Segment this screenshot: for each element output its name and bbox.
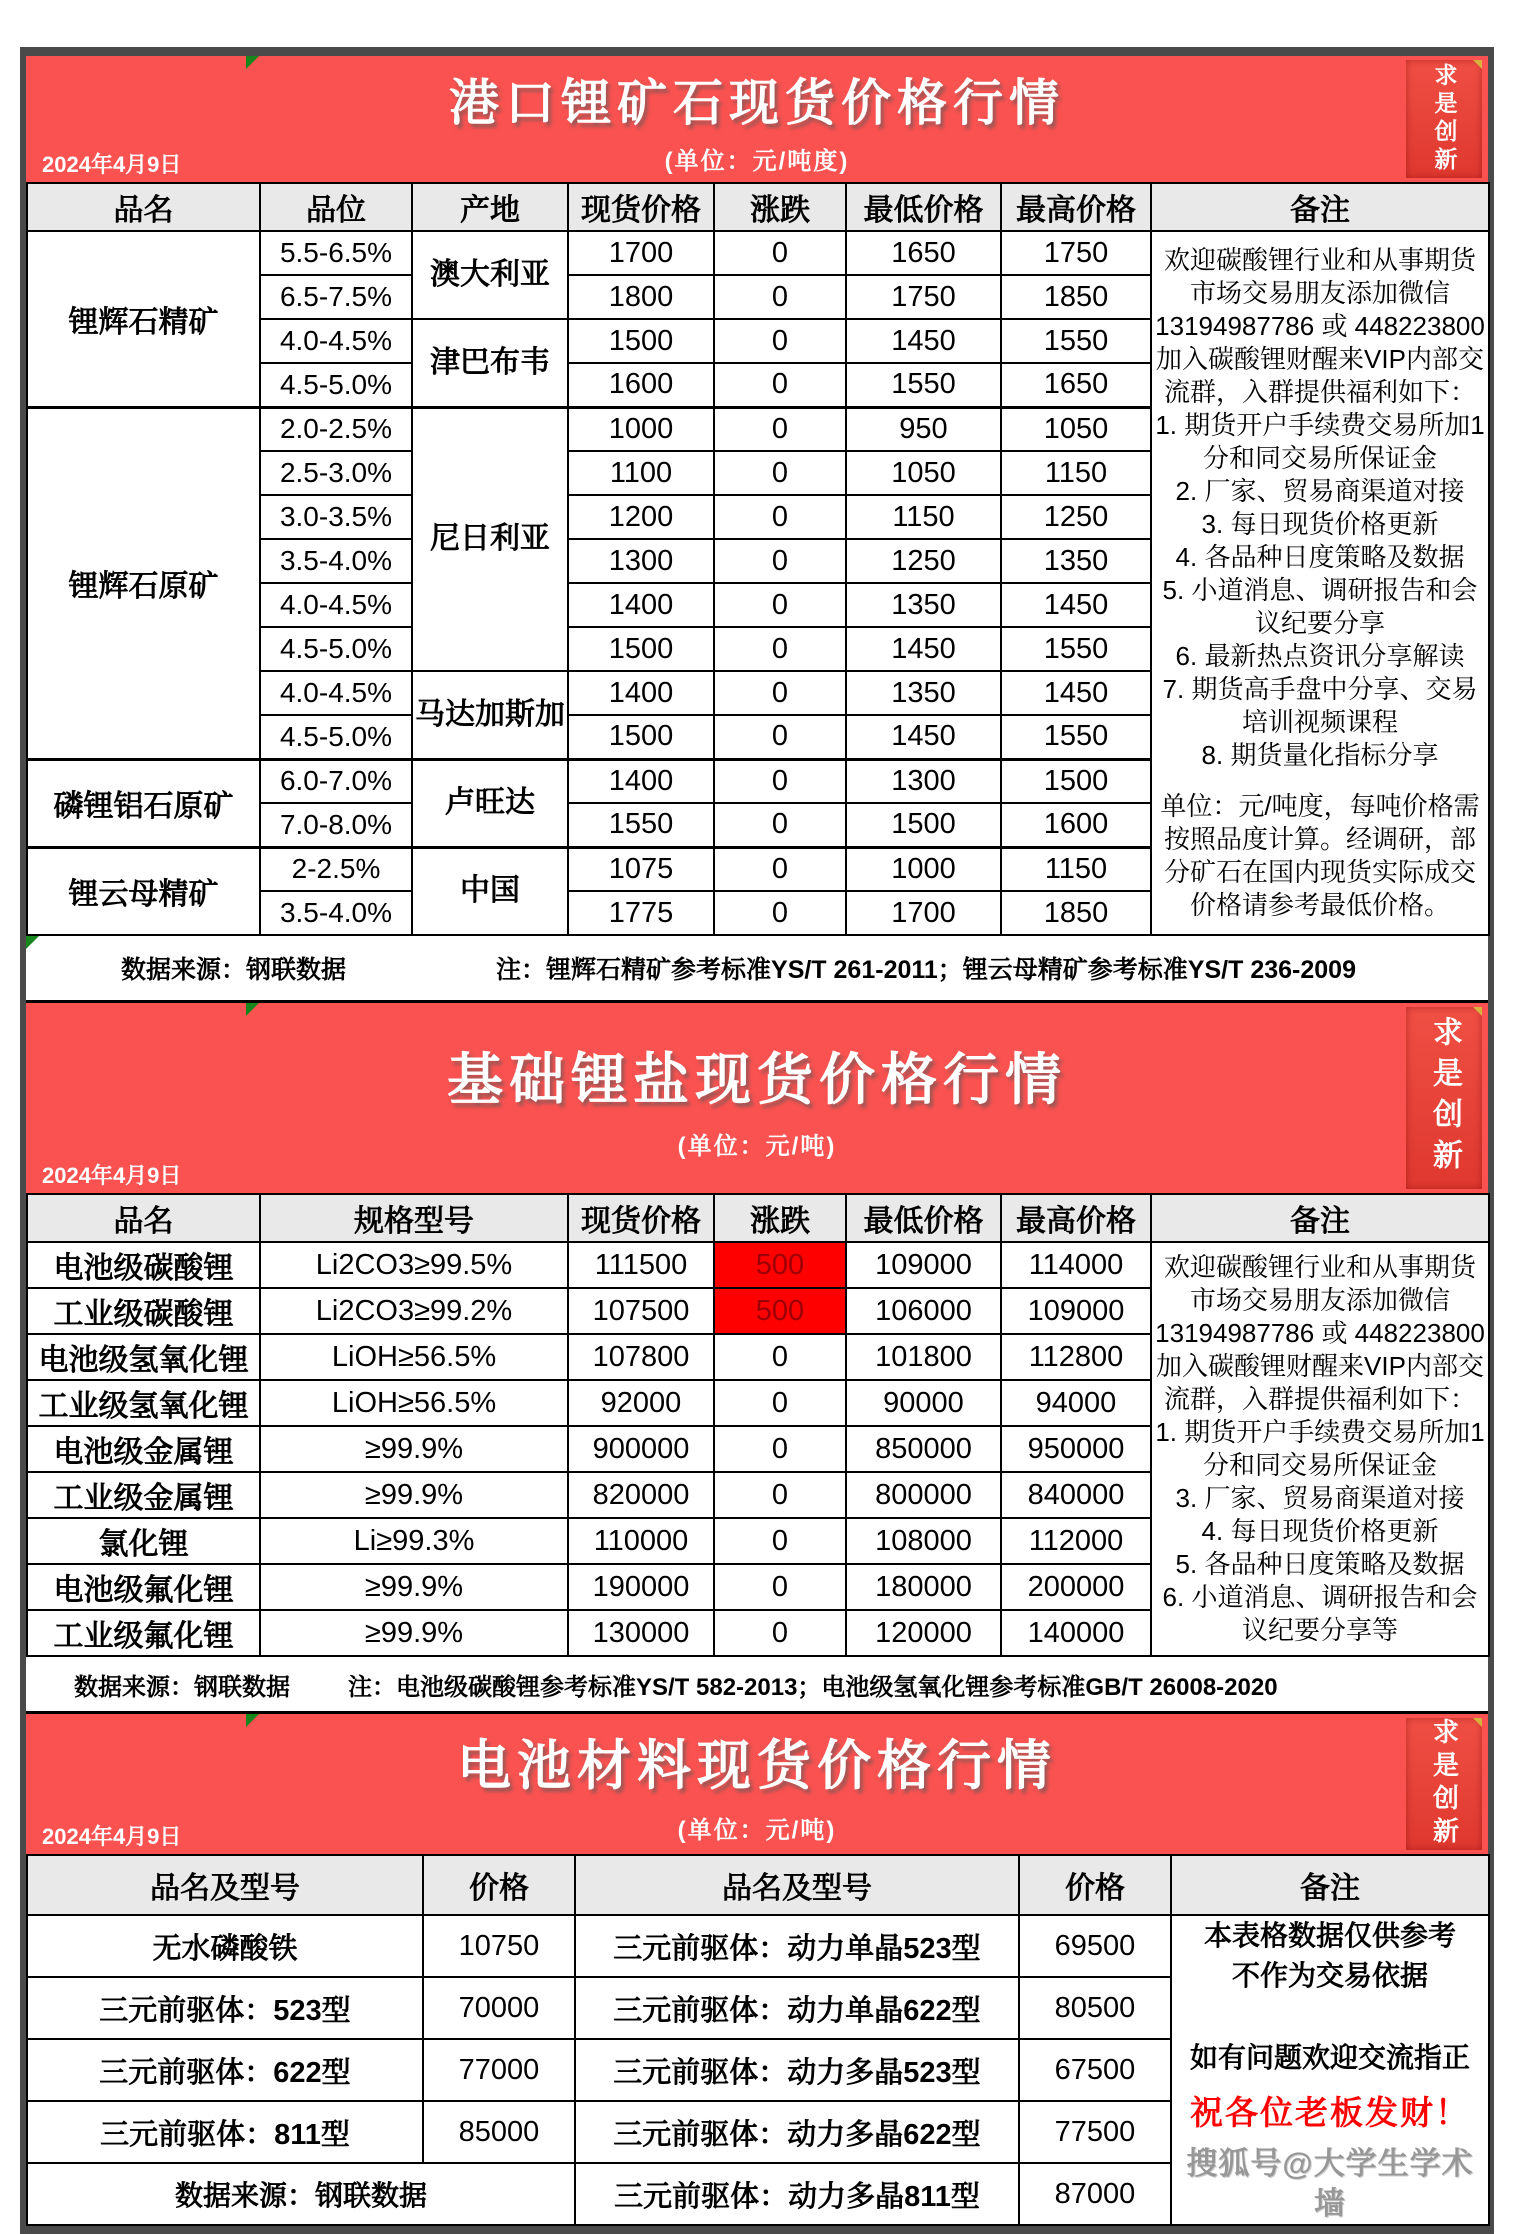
col-low: 最低价格 (846, 1194, 1001, 1242)
table-header-row (27, 1194, 1489, 1242)
change-cell: 500 (714, 1242, 846, 1288)
price-cell: 900000 (568, 1426, 714, 1472)
product-name-cell: 工业级碳酸锂 (27, 1288, 260, 1334)
remark-line: 1. 期货开户手续费交易所加1分和同交易所保证金 (1155, 1417, 1485, 1480)
excel-flag-icon (246, 1714, 259, 1727)
remark-line: 本表格数据仅供参考 (1203, 1920, 1456, 1951)
price-cell: 1200 (568, 495, 714, 539)
data-source: 数据来源：钢联数据 (27, 2163, 575, 2225)
section3-date: 2024年4月9日 (42, 1824, 182, 1849)
low-cell: 1700 (846, 891, 1001, 935)
change-cell: 0 (714, 231, 846, 275)
high-cell: 1550 (1001, 319, 1151, 363)
product-name-cell: 三元前驱体：动力单晶622型 (575, 1977, 1019, 2039)
qiushi-chuangxin-seal (1406, 1718, 1482, 1850)
change-cell: 0 (714, 407, 846, 451)
col-high: 最高价格 (1001, 1194, 1151, 1242)
section2-banner (26, 1003, 1488, 1193)
battery-material-table (26, 1854, 1490, 2226)
remark-line: 13194987786 或 448223800 (1155, 311, 1485, 341)
grade-cell: 4.5-5.0% (260, 627, 412, 671)
low-cell: 120000 (846, 1610, 1001, 1656)
high-cell: 1500 (1001, 759, 1151, 803)
origin-cell: 尼日利亚 (412, 407, 568, 671)
low-cell: 1350 (846, 671, 1001, 715)
low-cell: 180000 (846, 1564, 1001, 1610)
change-cell: 0 (714, 363, 846, 407)
product-name-cell: 电池级金属锂 (27, 1426, 260, 1472)
section2-title: 基础锂盐现货价格行情 (447, 1047, 1067, 1111)
grade-cell: 3.5-4.0% (260, 539, 412, 583)
product-name-cell: 三元前驱体：动力多晶523型 (575, 2039, 1019, 2101)
remark-line: 7. 期货高手盘中分享、交易培训视频课程 (1162, 674, 1478, 737)
high-cell: 200000 (1001, 1564, 1151, 1610)
product-name-cell: 电池级氢氧化锂 (27, 1334, 260, 1380)
change-cell: 0 (714, 759, 846, 803)
low-cell: 1750 (846, 275, 1001, 319)
change-cell: 0 (714, 583, 846, 627)
section3-unit: (单位：元/吨) (677, 1817, 837, 1844)
data-source: 数据来源：钢联数据 (74, 1673, 290, 1701)
remark-cell (1171, 1915, 1489, 2225)
product-name-cell: 三元前驱体：动力多晶622型 (575, 2101, 1019, 2163)
spec-cell: ≥99.9% (260, 1426, 568, 1472)
standard-note: 注：锂辉石精矿参考标准YS/T 261-2011；锂云母精矿参考标准YS/T 236-2009 (496, 956, 1356, 984)
product-name-cell: 工业级氢氧化锂 (27, 1380, 260, 1426)
col-origin: 产地 (412, 183, 568, 231)
qiushi-chuangxin-seal (1406, 60, 1482, 178)
high-cell: 1850 (1001, 275, 1151, 319)
remark-line: 4. 各品种日度策略及数据 (1175, 542, 1465, 572)
spec-cell: LiOH≥56.5% (260, 1334, 568, 1380)
grade-cell: 6.0-7.0% (260, 759, 412, 803)
section3-title: 电池材料现货价格行情 (457, 1736, 1057, 1796)
change-cell: 0 (714, 627, 846, 671)
change-cell: 0 (714, 451, 846, 495)
col-price-left: 价格 (423, 1855, 575, 1915)
price-cell: 70000 (423, 1977, 575, 2039)
col-grade: 品位 (260, 183, 412, 231)
product-name-cell: 锂辉石原矿 (27, 407, 260, 759)
price-cell: 1075 (568, 847, 714, 891)
product-name-cell: 工业级氟化锂 (27, 1610, 260, 1656)
price-cell: 1500 (568, 319, 714, 363)
price-cell: 10750 (423, 1915, 575, 1977)
high-cell: 1150 (1001, 451, 1151, 495)
grade-cell: 5.5-6.5% (260, 231, 412, 275)
change-cell: 500 (714, 1288, 846, 1334)
section1-unit: (单位：元/吨度) (664, 147, 850, 175)
remark-line: 3. 厂家、贸易商渠道对接 (1175, 1483, 1465, 1513)
price-cell: 85000 (423, 2101, 575, 2163)
grade-cell: 7.0-8.0% (260, 803, 412, 847)
grade-cell: 2.0-2.5% (260, 407, 412, 451)
price-cell: 77000 (423, 2039, 575, 2101)
col-note: 备注 (1151, 1194, 1489, 1242)
high-cell: 1250 (1001, 495, 1151, 539)
remark-line: 6. 小道消息、调研报告和会议纪要分享等 (1162, 1582, 1478, 1645)
price-cell: 67500 (1019, 2039, 1171, 2101)
grade-cell: 4.0-4.5% (260, 319, 412, 363)
product-name-cell: 三元前驱体：动力多晶811型 (575, 2163, 1019, 2225)
high-cell: 140000 (1001, 1610, 1151, 1656)
section1-banner (26, 56, 1488, 182)
high-cell: 114000 (1001, 1242, 1151, 1288)
remark-cell (1151, 1242, 1489, 1656)
price-cell: 1100 (568, 451, 714, 495)
spec-cell: Li2CO3≥99.5% (260, 1242, 568, 1288)
high-cell: 109000 (1001, 1288, 1151, 1334)
low-cell: 108000 (846, 1518, 1001, 1564)
col-note: 备注 (1171, 1855, 1489, 1915)
col-spec: 规格型号 (260, 1194, 568, 1242)
change-cell: 0 (714, 275, 846, 319)
grade-cell: 6.5-7.5% (260, 275, 412, 319)
excel-flag-icon (246, 1003, 259, 1016)
seal-text: 求是创新 (1427, 1016, 1462, 1180)
high-cell: 1050 (1001, 407, 1151, 451)
spec-cell: ≥99.9% (260, 1564, 568, 1610)
col-note: 备注 (1151, 183, 1489, 231)
change-cell: 0 (714, 1334, 846, 1380)
low-cell: 1450 (846, 715, 1001, 759)
price-cell: 1775 (568, 891, 714, 935)
remark-line: 单位：元/吨度，每吨价格需按照品度计算。经调研，部分矿石在国内现货实际成交价格请参考最低价格。 (1160, 791, 1480, 920)
remark-line: 6. 最新热点资讯分享解读 (1175, 641, 1465, 671)
low-cell: 1300 (846, 759, 1001, 803)
origin-cell: 津巴布韦 (412, 319, 568, 407)
origin-cell: 澳大利亚 (412, 231, 568, 319)
high-cell: 112800 (1001, 1334, 1151, 1380)
table-header-row (27, 183, 1489, 231)
change-cell: 0 (714, 1610, 846, 1656)
product-name-cell: 三元前驱体：523型 (27, 1977, 423, 2039)
remark-line: 加入碳酸锂财醒来VIP内部交流群，入群提供福利如下： (1156, 344, 1484, 407)
grade-cell: 4.5-5.0% (260, 363, 412, 407)
ore-price-table (26, 182, 1490, 936)
spec-cell: LiOH≥56.5% (260, 1380, 568, 1426)
high-cell: 1750 (1001, 231, 1151, 275)
high-cell: 840000 (1001, 1472, 1151, 1518)
grade-cell: 3.5-4.0% (260, 891, 412, 935)
remark-line: 1. 期货开户手续费交易所加1分和同交易所保证金 (1155, 410, 1485, 473)
change-cell: 0 (714, 671, 846, 715)
price-cell: 87000 (1019, 2163, 1171, 2225)
low-cell: 101800 (846, 1334, 1001, 1380)
price-cell: 92000 (568, 1380, 714, 1426)
low-cell: 109000 (846, 1242, 1001, 1288)
product-name-cell: 锂云母精矿 (27, 847, 260, 935)
low-cell: 800000 (846, 1472, 1001, 1518)
spec-cell: Li≥99.3% (260, 1518, 568, 1564)
high-cell: 112000 (1001, 1518, 1151, 1564)
grade-cell: 2-2.5% (260, 847, 412, 891)
sohu-watermark: 搜狐号@大学生学术墙 (1186, 2146, 1474, 2221)
product-name-cell: 三元前驱体：622型 (27, 2039, 423, 2101)
low-cell: 1050 (846, 451, 1001, 495)
table-row (27, 231, 1489, 275)
origin-cell: 马达加斯加 (412, 671, 568, 759)
price-cell: 130000 (568, 1610, 714, 1656)
low-cell: 1150 (846, 495, 1001, 539)
high-cell: 1350 (1001, 539, 1151, 583)
remark-line: 不作为交易依据 (1231, 1960, 1428, 1991)
price-cell: 1600 (568, 363, 714, 407)
section3-banner (26, 1714, 1488, 1854)
section2-unit: (单位：元/吨) (677, 1132, 837, 1160)
grade-cell: 4.0-4.5% (260, 671, 412, 715)
price-cell: 1500 (568, 627, 714, 671)
product-name-cell: 磷锂铝石原矿 (27, 759, 260, 847)
remark-line: 2. 厂家、贸易商渠道对接 (1175, 476, 1465, 506)
price-cell: 1400 (568, 583, 714, 627)
spec-cell: ≥99.9% (260, 1472, 568, 1518)
table-row (27, 1242, 1489, 1288)
col-price: 现货价格 (568, 183, 714, 231)
price-cell: 190000 (568, 1564, 714, 1610)
col-high: 最高价格 (1001, 183, 1151, 231)
low-cell: 850000 (846, 1426, 1001, 1472)
price-cell: 107800 (568, 1334, 714, 1380)
excel-flag-icon (246, 56, 259, 69)
change-cell: 0 (714, 1518, 846, 1564)
low-cell: 1000 (846, 847, 1001, 891)
product-name-cell: 工业级金属锂 (27, 1472, 260, 1518)
high-cell: 1550 (1001, 715, 1151, 759)
high-cell: 950000 (1001, 1426, 1151, 1472)
seal-text: 求是创新 (1428, 1718, 1459, 1850)
low-cell: 106000 (846, 1288, 1001, 1334)
low-cell: 1250 (846, 539, 1001, 583)
spec-cell: Li2CO3≥99.2% (260, 1288, 568, 1334)
price-cell: 1400 (568, 759, 714, 803)
product-name-cell: 电池级碳酸锂 (27, 1242, 260, 1288)
spec-cell: ≥99.9% (260, 1610, 568, 1656)
low-cell: 1500 (846, 803, 1001, 847)
high-cell: 1450 (1001, 583, 1151, 627)
col-name-left: 品名及型号 (27, 1855, 423, 1915)
product-name-cell: 三元前驱体：811型 (27, 2101, 423, 2163)
price-cell: 107500 (568, 1288, 714, 1334)
remark-line: 4. 每日现货价格更新 (1201, 1516, 1439, 1546)
change-cell: 0 (714, 495, 846, 539)
remark-line: 欢迎碳酸锂行业和从事期货市场交易朋友添加微信 (1163, 1252, 1476, 1315)
wish-text: 祝各位老板发财！ (1190, 2094, 1470, 2131)
remark-line: 加入碳酸锂财醒来VIP内部交流群，入群提供福利如下： (1156, 1351, 1484, 1414)
high-cell: 1150 (1001, 847, 1151, 891)
product-name-cell: 氯化锂 (27, 1518, 260, 1564)
price-cell: 1500 (568, 715, 714, 759)
col-name: 品名 (27, 1194, 260, 1242)
product-name-cell: 三元前驱体：动力单晶523型 (575, 1915, 1019, 1977)
low-cell: 1650 (846, 231, 1001, 275)
grade-cell: 4.0-4.5% (260, 583, 412, 627)
low-cell: 950 (846, 407, 1001, 451)
price-cell: 1000 (568, 407, 714, 451)
excel-flag-icon (26, 936, 39, 949)
remark-line: 13194987786 或 448223800 (1155, 1318, 1485, 1348)
price-cell: 1400 (568, 671, 714, 715)
change-cell: 0 (714, 319, 846, 363)
grade-cell: 2.5-3.0% (260, 451, 412, 495)
section2-footer (26, 1657, 1488, 1714)
product-name-cell: 电池级氟化锂 (27, 1564, 260, 1610)
high-cell: 1650 (1001, 363, 1151, 407)
low-cell: 1450 (846, 627, 1001, 671)
low-cell: 1450 (846, 319, 1001, 363)
change-cell: 0 (714, 1426, 846, 1472)
section1-title: 港口锂矿石现货价格行情 (449, 74, 1065, 131)
remark-line: 8. 期货量化指标分享 (1201, 740, 1439, 770)
remark-line: 5. 小道消息、调研报告和会议纪要分享 (1162, 575, 1478, 638)
change-cell: 0 (714, 891, 846, 935)
change-cell: 0 (714, 1472, 846, 1518)
change-cell: 0 (714, 803, 846, 847)
change-cell: 0 (714, 715, 846, 759)
col-name: 品名 (27, 183, 260, 231)
col-name-right: 品名及型号 (575, 1855, 1019, 1915)
seal-text: 求是创新 (1430, 63, 1458, 175)
origin-cell: 中国 (412, 847, 568, 935)
section1-footer (26, 936, 1488, 1003)
section1-date: 2024年4月9日 (42, 152, 182, 177)
price-cell: 1800 (568, 275, 714, 319)
col-price-right: 价格 (1019, 1855, 1171, 1915)
price-cell: 77500 (1019, 2101, 1171, 2163)
product-name-cell: 锂辉石精矿 (27, 231, 260, 407)
product-name-cell: 无水磷酸铁 (27, 1915, 423, 1977)
salt-price-table (26, 1193, 1490, 1657)
high-cell: 1450 (1001, 671, 1151, 715)
price-cell: 110000 (568, 1518, 714, 1564)
grade-cell: 3.0-3.5% (260, 495, 412, 539)
table-header-row (27, 1855, 1489, 1915)
high-cell: 1550 (1001, 627, 1151, 671)
high-cell: 1850 (1001, 891, 1151, 935)
low-cell: 1350 (846, 583, 1001, 627)
col-low: 最低价格 (846, 183, 1001, 231)
price-sheet (20, 47, 1494, 2234)
remark-line: 如有问题欢迎交流指正 (1189, 2042, 1470, 2073)
grade-cell: 4.5-5.0% (260, 715, 412, 759)
remark-spacer (1152, 772, 1488, 790)
low-cell: 1550 (846, 363, 1001, 407)
change-cell: 0 (714, 1564, 846, 1610)
price-cell: 820000 (568, 1472, 714, 1518)
change-cell: 0 (714, 1380, 846, 1426)
remark-line: 欢迎碳酸锂行业和从事期货市场交易朋友添加微信 (1163, 245, 1476, 308)
standard-note: 注：电池级碳酸锂参考标准YS/T 582-2013；电池级氢氧化锂参考标准GB/T 26008-2020 (348, 1673, 1278, 1701)
table-row (27, 1915, 1489, 1977)
col-change: 涨跌 (714, 1194, 846, 1242)
price-cell: 69500 (1019, 1915, 1171, 1977)
price-cell: 111500 (568, 1242, 714, 1288)
remark-line: 3. 每日现货价格更新 (1201, 509, 1439, 539)
price-cell: 1550 (568, 803, 714, 847)
data-source: 数据来源：钢联数据 (121, 956, 347, 984)
remark-cell (1151, 231, 1489, 935)
price-cell: 1700 (568, 231, 714, 275)
qiushi-chuangxin-seal (1406, 1007, 1482, 1189)
low-cell: 90000 (846, 1380, 1001, 1426)
change-cell: 0 (714, 847, 846, 891)
origin-cell: 卢旺达 (412, 759, 568, 847)
high-cell: 94000 (1001, 1380, 1151, 1426)
price-cell: 80500 (1019, 1977, 1171, 2039)
high-cell: 1600 (1001, 803, 1151, 847)
section2-date: 2024年4月9日 (42, 1163, 182, 1188)
col-price: 现货价格 (568, 1194, 714, 1242)
change-cell: 0 (714, 539, 846, 583)
remark-line: 5. 各品种日度策略及数据 (1175, 1549, 1465, 1579)
price-cell: 1300 (568, 539, 714, 583)
col-change: 涨跌 (714, 183, 846, 231)
